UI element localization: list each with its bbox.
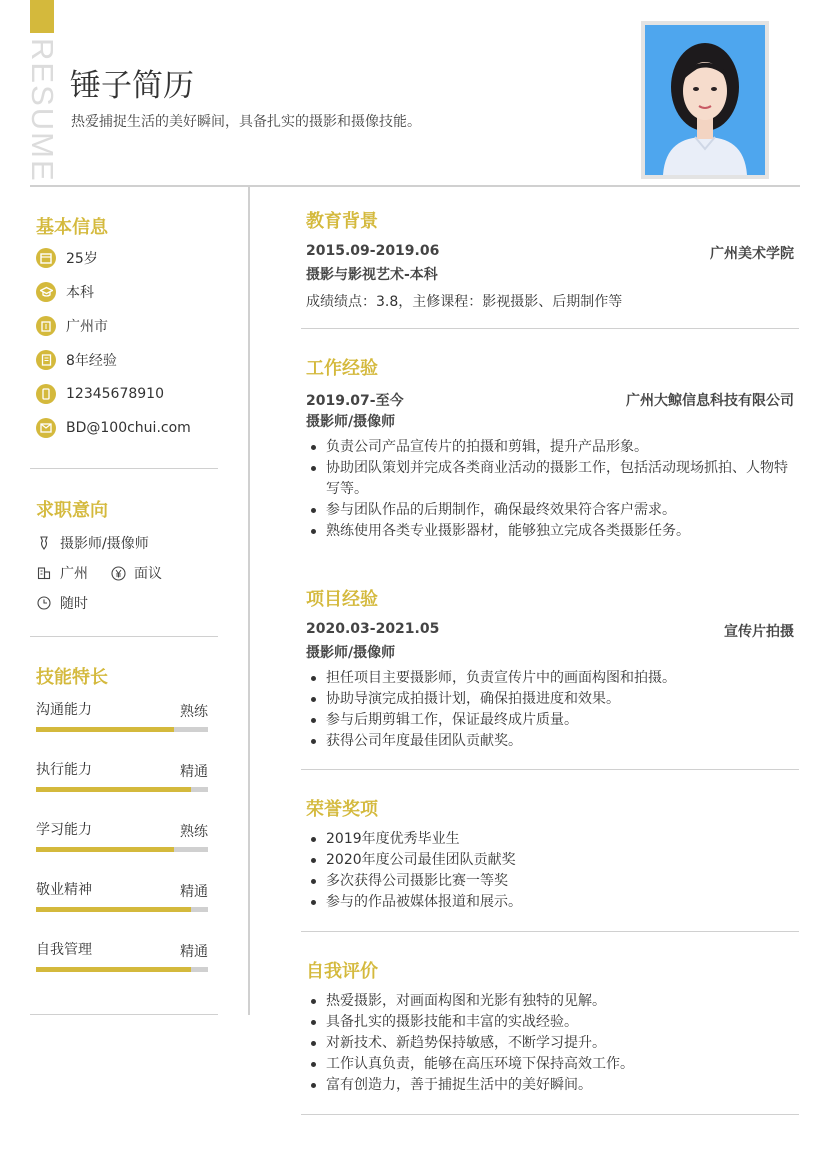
info-phone: [36, 384, 164, 404]
self-evaluation-section: [301, 945, 799, 1117]
work-date: 2019.07-至今: [306, 393, 404, 409]
city-text: 广州市: [66, 319, 108, 335]
profile-photo: [641, 21, 769, 179]
major-text: 摄影与影视艺术-本科: [306, 267, 438, 283]
project-role: 摄影师/摄像师: [306, 645, 396, 661]
work-role: 摄影师/摄像师: [306, 414, 396, 430]
skill-item: [36, 879, 208, 919]
honors-list: [306, 829, 794, 913]
skill-level: 精通: [180, 764, 208, 780]
skill-bar: [36, 787, 208, 792]
skills-title: 技能特长: [36, 667, 108, 688]
mail-icon: [36, 418, 56, 438]
header-divider: [30, 185, 800, 187]
skill-name: 学习能力: [36, 822, 92, 838]
basic-info-title: 基本信息: [36, 217, 108, 238]
list-item: 协助团队策划并完成各类商业活动的摄影工作，包括活动现场抓拍、人物特写等。: [306, 458, 794, 500]
email-text: BD@100chui.com: [66, 420, 191, 436]
phone-text: 12345678910: [66, 386, 164, 402]
skill-item: [36, 699, 208, 739]
job-intention-section: [30, 470, 218, 640]
job-intention-divider: [30, 636, 218, 637]
skill-bar-fill: [36, 907, 191, 912]
resume-watermark: RESUME: [25, 38, 60, 183]
list-item: 参与的作品被媒体报道和展示。: [306, 892, 794, 913]
motto: 热爱捕捉生活的美好瞬间，具备扎实的摄影和摄像技能。: [71, 114, 421, 130]
info-education: [36, 282, 94, 302]
skill-bar-fill: [36, 727, 174, 732]
list-item: 协助导演完成拍摄计划，确保拍摄进度和效果。: [306, 689, 794, 710]
honors-title: 荣誉奖项: [306, 799, 378, 820]
honors-divider: [301, 931, 799, 932]
list-item: 参与团队作品的后期制作，确保最终效果符合客户需求。: [306, 500, 794, 521]
skill-bar-fill: [36, 847, 174, 852]
list-item: 熟练使用各类专业摄影器材，能够独立完成各类摄影任务。: [306, 521, 794, 542]
info-age: [36, 248, 98, 268]
education-title: 教育背景: [306, 211, 378, 232]
skill-level: 熟练: [180, 824, 208, 840]
skill-name: 自我管理: [36, 942, 92, 958]
yen-icon: [110, 565, 126, 581]
list-item: 担任项目主要摄影师，负责宣传片中的画面构图和拍摄。: [306, 668, 794, 689]
project-name: 宣传片拍摄: [724, 624, 794, 640]
skill-name: 沟通能力: [36, 702, 92, 718]
list-item: 获得公司年度最佳团队贡献奖。: [306, 731, 794, 752]
work-title: 工作经验: [306, 358, 378, 379]
skill-bar-fill: [36, 967, 191, 972]
list-item: 富有创造力，善于捕捉生活中的美好瞬间。: [306, 1075, 794, 1096]
project-date: 2020.03-2021.05: [306, 621, 440, 637]
skill-level: 精通: [180, 944, 208, 960]
list-item: 热爱摄影，对画面构图和光影有独特的见解。: [306, 991, 794, 1012]
company-name: 广州大鲸信息科技有限公司: [626, 393, 794, 409]
education-divider: [301, 328, 799, 329]
education-date: 2015.09-2019.06: [306, 243, 440, 259]
skill-bar: [36, 907, 208, 912]
age-text: 25岁: [66, 251, 98, 267]
skill-name: 敬业精神: [36, 882, 92, 898]
skill-level: 精通: [180, 884, 208, 900]
self-evaluation-divider: [301, 1114, 799, 1115]
project-duties-list: [306, 668, 794, 752]
building-outline-icon: [36, 565, 52, 581]
self-evaluation-list: [306, 991, 794, 1096]
skills-divider: [30, 1014, 218, 1015]
accent-block: [30, 0, 54, 33]
basic-info-divider: [30, 468, 218, 469]
project-section: [301, 573, 799, 771]
position-icon: [36, 535, 52, 551]
info-city: [36, 316, 108, 336]
education-header: [306, 243, 794, 263]
person-illustration: [645, 25, 765, 175]
document-icon: [36, 350, 56, 370]
skill-bar-fill: [36, 787, 191, 792]
intent-city: [36, 563, 162, 583]
list-item: 具备扎实的摄影技能和丰富的实战经验。: [306, 1012, 794, 1033]
list-item: 2020年度公司最佳团队贡献奖: [306, 850, 794, 871]
education-text: 本科: [66, 285, 94, 301]
intent-position: [36, 533, 149, 553]
skill-name: 执行能力: [36, 762, 92, 778]
building-icon: [36, 316, 56, 336]
list-item: 工作认真负责，能够在高压环境下保持高效工作。: [306, 1054, 794, 1075]
info-experience: [36, 350, 117, 370]
list-item: 2019年度优秀毕业生: [306, 829, 794, 850]
column-divider: [248, 187, 250, 1015]
intent-availability: [36, 593, 88, 613]
clock-icon: [36, 595, 52, 611]
project-divider: [301, 769, 799, 770]
honors-section: [301, 783, 799, 933]
page-title: 锤子简历: [70, 68, 194, 104]
project-title: 项目经验: [306, 589, 378, 610]
city-intent-text: 广州: [60, 566, 88, 582]
skill-level: 熟练: [180, 704, 208, 720]
position-text: 摄影师/摄像师: [60, 536, 149, 552]
skill-item: [36, 819, 208, 859]
project-header: [306, 621, 794, 641]
education-section: [301, 195, 799, 330]
basic-info-section: [30, 200, 218, 470]
skills-section: [30, 640, 218, 1020]
work-section: [301, 342, 799, 572]
graduation-cap-icon: [36, 282, 56, 302]
phone-icon: [36, 384, 56, 404]
info-email: [36, 418, 191, 438]
salary-text: 面议: [134, 566, 162, 582]
job-intention-title: 求职意向: [36, 500, 108, 521]
calendar-icon: [36, 248, 56, 268]
school-name: 广州美术学院: [710, 246, 794, 262]
self-evaluation-title: 自我评价: [306, 961, 378, 982]
skill-item: [36, 939, 208, 979]
skill-bar: [36, 847, 208, 852]
work-header: [306, 390, 794, 410]
list-item: 负责公司产品宣传片的拍摄和剪辑，提升产品形象。: [306, 437, 794, 458]
experience-text: 8年经验: [66, 353, 117, 369]
list-item: 参与后期剪辑工作，保证最终成片质量。: [306, 710, 794, 731]
skill-bar: [36, 967, 208, 972]
education-detail: 成绩绩点：3.8，主修课程：影视摄影、后期制作等: [306, 294, 623, 310]
work-duties-list: [306, 437, 794, 542]
skill-item: [36, 759, 208, 799]
skill-bar: [36, 727, 208, 732]
availability-text: 随时: [60, 596, 88, 612]
list-item: 对新技术、新趋势保持敏感，不断学习提升。: [306, 1033, 794, 1054]
list-item: 多次获得公司摄影比赛一等奖: [306, 871, 794, 892]
